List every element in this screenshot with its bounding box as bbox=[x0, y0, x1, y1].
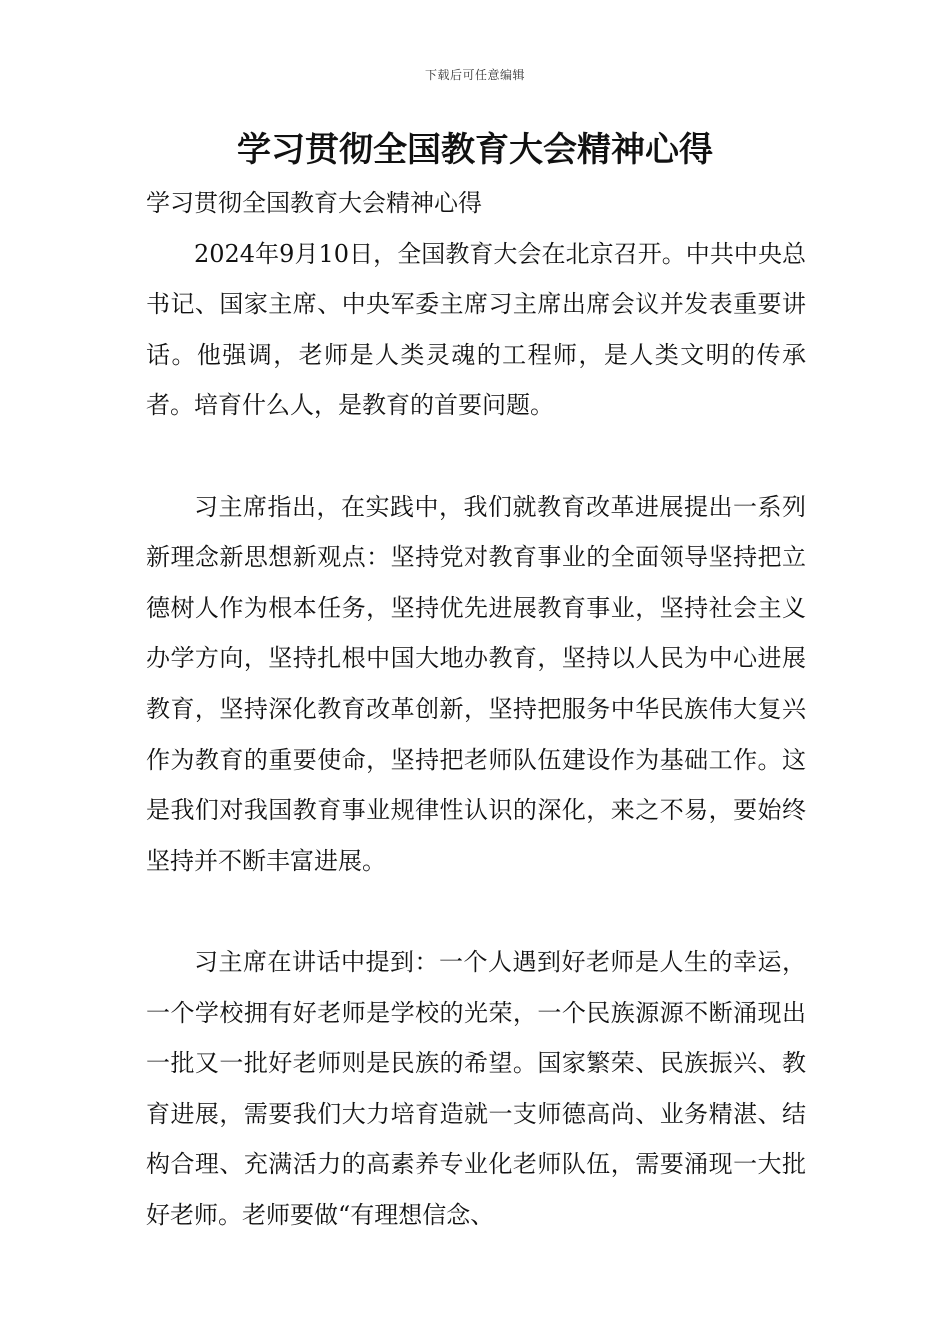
document-subtitle: 学习贯彻全国教育大会精神心得 bbox=[146, 189, 482, 217]
paragraph-2: 习主席指出，在实践中，我们就教育改革进展提出一系列新理念新思想新观点：坚持党对教育事业的全面领导坚持把立德树人作为根本任务，坚持优先进展教育事业，坚持社会主义办学方向，坚持扎根中国大地办教育，坚持以人民为中心进展教育，坚持深化教育改革创新，坚持把服务中华民族伟大复兴作为教育的重要使命，坚持把老师队伍建设作为基础工作。这是我们对我国教育事业规律性认识的深化，来之不易，要始终坚持并不断丰富进展。 bbox=[146, 492, 806, 875]
paragraph-gap bbox=[146, 431, 806, 482]
header-note: 下载后可任意编辑 bbox=[424, 68, 525, 82]
paragraph-1: 2024年9月10日，全国教育大会在北京召开。中共中央总书记、国家主席、中央军委主席习主席出席会议并发表重要讲话。他强调，老师是人类灵魂的工程师，是人类文明的传承者。培育什么人，是教育的首要问题。 bbox=[146, 239, 806, 420]
paragraph-3: 习主席在讲话中提到：一个人遇到好老师是人生的幸运，一个学校拥有好老师是学校的光荣，一个民族源源不断涌现出一批又一批好老师则是民族的希望。国家繁荣、民族振兴、教育进展，需要我们大力培育造就一支师德高尚、业务精湛、结构合理、充满活力的高素养专业化老师队伍，需要涌现一大批好老师。老师要做“有理想信念、 bbox=[146, 947, 806, 1229]
page-title: 学习贯彻全国教育大会精神心得 bbox=[237, 130, 713, 170]
document-body bbox=[146, 178, 806, 1240]
paragraph-gap bbox=[146, 886, 806, 937]
